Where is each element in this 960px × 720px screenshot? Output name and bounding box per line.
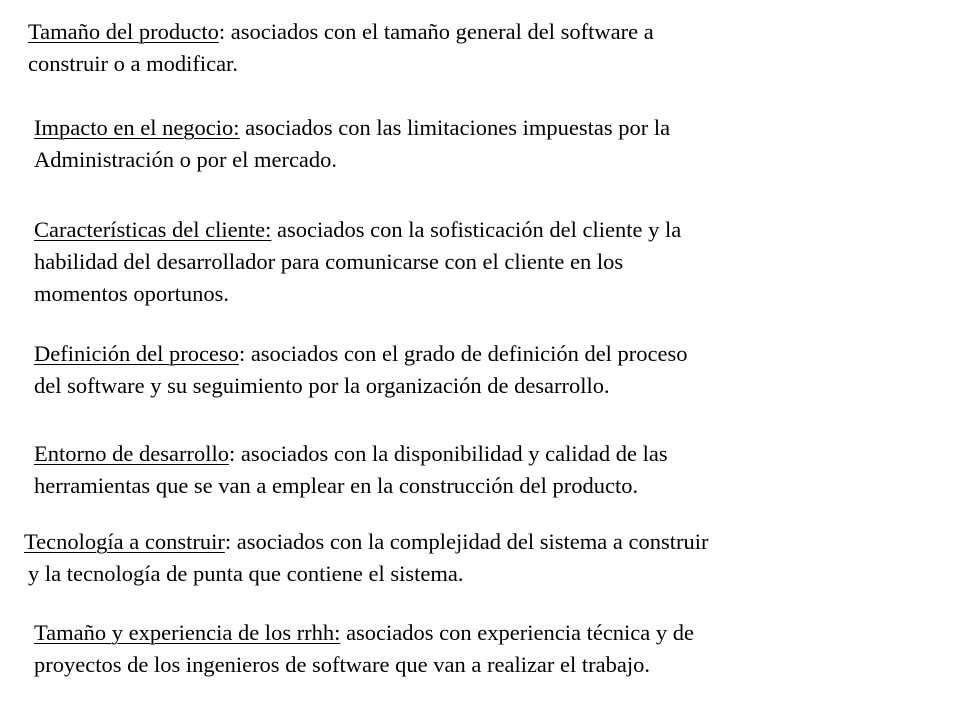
- item-term: Tamaño y experiencia de los rrhh:: [34, 620, 341, 645]
- item-line-1: [28, 16, 654, 48]
- item-term: Impacto en el negocio:: [34, 115, 240, 140]
- item-description: : asociados con la disponibilidad y calidad de las: [228, 441, 668, 466]
- item-term: Tamaño del producto: [28, 19, 219, 44]
- item-line-2: habilidad del desarrollador para comunicarse con el cliente en los: [34, 249, 624, 274]
- item-term: Entorno de desarrollo: [34, 441, 229, 466]
- risk-item-staff-size-experience: [34, 617, 694, 681]
- item-line-2: y la tecnología de punta que contiene el sistema.: [28, 561, 464, 586]
- item-line-1: [34, 438, 668, 470]
- item-line-1: [34, 617, 694, 649]
- item-description: asociados con la sofisticación del cliente y la: [271, 217, 682, 242]
- item-line-3: momentos oportunos.: [34, 281, 229, 306]
- item-line-1: [34, 214, 681, 246]
- item-term: Tecnología a construir: [24, 529, 225, 554]
- item-term: Características del cliente:: [34, 217, 272, 242]
- item-line-1: [34, 112, 670, 144]
- item-line-2: proyectos de los ingenieros de software que van a realizar el trabajo.: [34, 652, 650, 677]
- risk-item-technology: [24, 526, 708, 590]
- item-description: : asociados con el tamaño general del software a: [218, 19, 654, 44]
- risk-item-process-definition: [34, 338, 688, 402]
- item-line-2: del software y su seguimiento por la organización de desarrollo.: [34, 373, 610, 398]
- item-description: : asociados con el grado de definición del proceso: [238, 341, 688, 366]
- risk-item-business-impact: [34, 112, 670, 176]
- item-line-2: herramientas que se van a emplear en la construcción del producto.: [34, 473, 639, 498]
- item-line-1: [24, 526, 708, 558]
- risk-item-development-environment: [34, 438, 668, 502]
- item-line-1: [34, 338, 688, 370]
- item-description: asociados con las limitaciones impuestas por la: [239, 115, 671, 140]
- item-line-2: Administración o por el mercado.: [34, 147, 338, 172]
- item-term: Definición del proceso: [34, 341, 239, 366]
- item-description: asociados con experiencia técnica y de: [340, 620, 695, 645]
- item-line-2: construir o a modificar.: [28, 51, 238, 76]
- item-description: : asociados con la complejidad del sistema a construir: [224, 529, 709, 554]
- risk-item-product-size: [28, 16, 654, 80]
- risk-item-customer-characteristics: [34, 214, 681, 310]
